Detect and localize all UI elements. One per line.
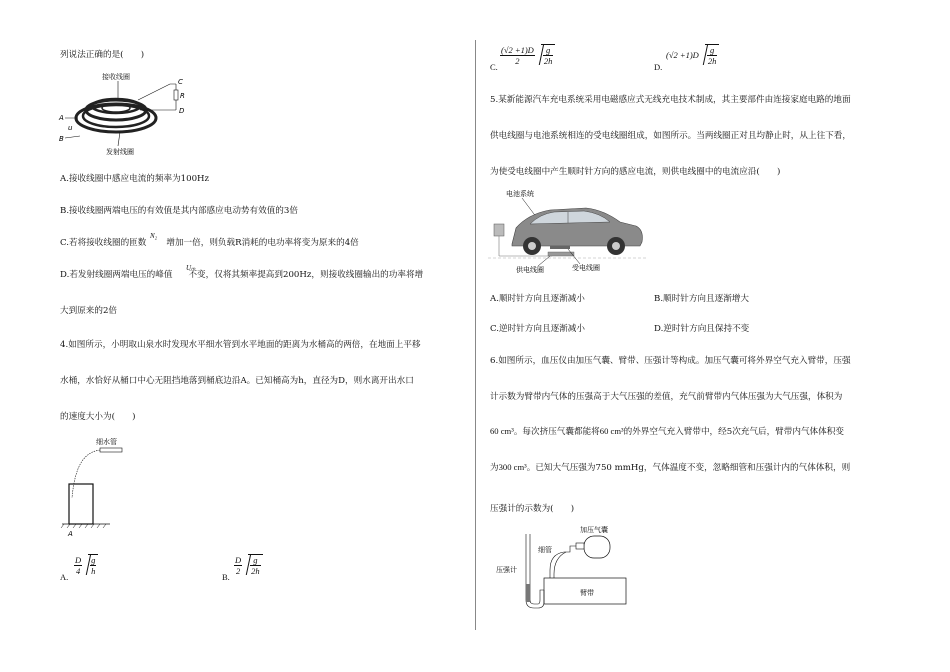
question-5-line1: 5.某新能源汽车充电系统采用电磁感应式无线充电技术制成，其主要部件由连接家庭电路的地面: [490, 95, 851, 105]
option-b: B.接收线圈两端电压的有效值是其内部感应电动势有效值的3倍: [60, 206, 298, 216]
question-4-line1: 4.如图所示，小明取山泉水时发现水平细水管到水平地面的距离为水桶高的两倍，在地面上平移: [60, 340, 421, 350]
terminal-d: D: [179, 107, 185, 115]
question-4-line3: 的速度大小为( ): [60, 412, 136, 422]
option-d-cont: 大到原来的2倍: [60, 306, 118, 316]
question-6-line3: 60 cm³。每次挤压气囊都能将60 cm³的外界空气充入臂带中，经5次充气后，臂带内气体体积变: [490, 426, 844, 437]
battery-system-label: 电池系统: [506, 190, 534, 198]
receive-coil-label: 受电线圈: [572, 264, 600, 272]
column-divider: [475, 40, 476, 630]
symbol-um: Uₘ: [186, 264, 196, 272]
tube-label: 细管: [538, 546, 552, 554]
coil-figure: [58, 70, 198, 158]
question-6-line1: 6.如图所示，血压仪由加压气囊、臂带、压强计等构成。加压气囊可将外界空气充入臂带，压强: [490, 356, 851, 366]
answer-b: B. $\frac{D}{2}$ $\frac{g}{2h}$: [222, 554, 263, 576]
bucket-figure: [60, 434, 140, 538]
q5-option-b: B.顺时针方向且逐渐增大: [654, 294, 749, 304]
question-4-line2: 水桶，水恰好从桶口中心无阻挡地落到桶底边沿A。已知桶高为h，直径为D，则水离开出水口: [60, 376, 414, 386]
terminal-c: C: [178, 78, 183, 86]
cuff-label: 臂带: [580, 589, 594, 597]
option-d: D.若发射线圈两端电压的峰值 不变，仅将其频率提高到200Hz，则接收线圈输出的功率将增: [60, 270, 424, 280]
question-6-line2: 计示数为臂带内气体的压强高于大气压强的差值，充气前臂带内气体压强为大气压强，体积为: [490, 392, 843, 402]
question-5-line3: 为使受电线圈中产生顺时针方向的感应电流，则供电线圈中的电流应沿( ): [490, 167, 781, 177]
answer-d: D. (√2 +1)D $\frac{g}{2h}$: [654, 44, 719, 66]
gauge-label: 压强计: [496, 566, 517, 574]
answer-a: A. $\frac{D}{4}$ $\frac{g}{h}$: [60, 554, 98, 576]
option-c: C.若将接收线圈的匝数 增加一倍，则负载R消耗的电功率将变为原来的4倍: [60, 238, 359, 248]
terminal-b: B: [59, 135, 64, 143]
blood-pressure-figure: [490, 522, 640, 614]
q5-option-c: C.逆时针方向且逐渐减小: [490, 324, 585, 334]
question-6-line5: 压强计的示数为( ): [490, 504, 575, 514]
option-a: A.接收线圈中感应电流的频率为100Hz: [60, 174, 210, 184]
question-5-line2: 供电线圈与电池系统相连的受电线圈组成，如图所示。当两线圈正对且均静止时，从上往下看，: [490, 131, 851, 141]
bulb-label: 加压气囊: [580, 526, 608, 534]
point-a-label: A: [68, 530, 73, 538]
symbol-n2: N₂: [150, 232, 158, 240]
question-intro: 列说法正确的是( ): [60, 50, 145, 60]
pipe-label: 细水管: [96, 438, 117, 446]
terminal-a: A: [59, 114, 64, 122]
send-coil-label: 发射线圈: [106, 148, 134, 156]
question-6-line4: 为300 cm³。已知大气压强为750 mmHg，气体温度不变，忽略细管和压强计内的气体体积，则: [490, 462, 851, 473]
supply-coil-label: 供电线圈: [516, 266, 544, 274]
q5-option-a: A.顺时针方向且逐渐减小: [490, 294, 585, 304]
resistor-r: R: [180, 92, 185, 100]
car-charging-figure: [488, 186, 648, 278]
q5-option-d: D.逆时针方向且保持不变: [654, 324, 750, 334]
answer-c: C. $\frac{(√2 +1)D}{2}$ $\frac{g}{2h}$: [490, 44, 555, 66]
receive-coil-label: 接收线圈: [102, 73, 130, 81]
voltage-u: u: [68, 124, 73, 132]
